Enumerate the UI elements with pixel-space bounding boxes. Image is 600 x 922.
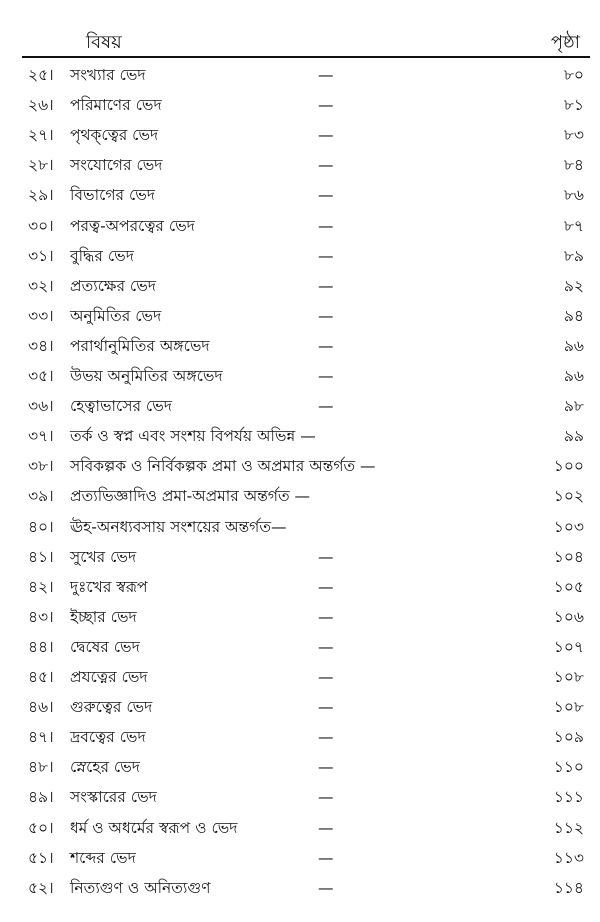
- entry-title: উভয় অনুমিতির অঙ্গভেদ: [70, 367, 223, 385]
- entry-dash: —: [318, 66, 334, 84]
- entry-number: ৪২।: [28, 577, 54, 596]
- entry-number: ৪৮।: [28, 758, 54, 777]
- toc-entry: [0, 331, 600, 361]
- toc-entry: [0, 692, 600, 722]
- entry-page-number: ১১৩: [553, 848, 584, 867]
- entry-page-number: ৮০: [563, 66, 584, 84]
- entry-page-number: ১০০: [553, 457, 584, 476]
- entry-number: ২৫।: [28, 66, 54, 84]
- entry-title: সংস্কারের ভেদ: [70, 788, 157, 807]
- entry-title: হেত্বাভাসের ভেদ: [70, 397, 172, 416]
- toc-header: [22, 24, 588, 58]
- entry-number: ৪৫।: [28, 668, 54, 686]
- toc-entry: [0, 752, 600, 782]
- entry-number: ৪৩।: [28, 607, 54, 626]
- toc-entry: [0, 60, 600, 90]
- header-rule: [22, 56, 590, 58]
- entry-number: ২৮।: [28, 156, 54, 175]
- entry-title: পরিমাণের ভেদ: [70, 96, 162, 115]
- entry-number: ৪৭।: [28, 728, 54, 747]
- entry-number: ৩৫।: [28, 367, 54, 385]
- entry-page-number: ৯৮: [563, 397, 584, 416]
- toc-entry: [0, 301, 600, 331]
- subject-heading: বিষয়: [86, 32, 122, 53]
- entry-page-number: ৮৭: [563, 216, 584, 235]
- entry-page-number: ৮৯: [563, 246, 584, 265]
- page-heading: পৃষ্ঠা: [550, 32, 580, 53]
- entry-page-number: ১০৩: [553, 517, 584, 536]
- entry-page-number: ৯৯: [563, 427, 584, 446]
- entry-title: দ্রবত্বের ভেদ: [70, 728, 146, 747]
- toc-entry: [0, 873, 600, 903]
- entry-title: বিভাগের ভেদ: [70, 186, 155, 205]
- entry-title: প্রত্যক্ষের ভেদ: [70, 276, 156, 295]
- entry-page-number: ৯৬: [563, 367, 584, 385]
- entry-dash: —: [318, 306, 334, 325]
- entry-number: ৪০।: [28, 517, 54, 536]
- entry-number: ২৭।: [28, 126, 54, 145]
- entry-title: অনুমিতির ভেদ: [70, 306, 162, 325]
- entry-dash: —: [318, 577, 334, 596]
- entry-dash: —: [318, 547, 334, 566]
- entry-title: স্নেহের ভেদ: [70, 758, 140, 777]
- entry-number: ৩৬।: [28, 397, 54, 416]
- entry-title: পরার্থানুমিতির অঙ্গভেদ: [70, 336, 210, 355]
- entry-number: ৪৯।: [28, 788, 54, 807]
- toc-entry: [0, 180, 600, 210]
- entry-number: ৫০।: [28, 818, 54, 837]
- entry-page-number: ১০৬: [553, 607, 584, 626]
- entry-dash: —: [318, 216, 334, 235]
- entry-page-number: ৮৩: [563, 126, 584, 145]
- entry-title: তর্ক ও স্বপ্ন এবং সংশয় বিপর্যয় অভিন্ন —: [70, 427, 316, 446]
- toc-entry: [0, 361, 600, 391]
- entry-dash: —: [318, 336, 334, 355]
- entry-number: ৫২।: [28, 878, 54, 897]
- entry-page-number: ৯৪: [563, 306, 584, 325]
- entry-page-number: ১১০: [553, 758, 584, 777]
- toc-entry: [0, 451, 600, 481]
- toc-entry: [0, 211, 600, 241]
- entry-number: ২৬।: [28, 96, 54, 115]
- entry-dash: —: [318, 728, 334, 747]
- entry-page-number: ১০৮: [553, 668, 584, 686]
- toc-entry: [0, 662, 600, 692]
- toc-entry: [0, 120, 600, 150]
- entry-title: ঊহ-অনধ্যবসায় সংশয়ের অন্তর্গত—: [70, 517, 287, 536]
- toc-entry: [0, 813, 600, 843]
- toc-entry: [0, 542, 600, 572]
- entry-title: প্রত্যভিজ্ঞাদিও প্রমা-অপ্রমার অন্তর্গত —: [70, 487, 311, 506]
- entry-page-number: ১০৫: [553, 577, 584, 596]
- entry-title: নিত্যগুণ ও অনিত্যগুণ: [70, 878, 211, 897]
- entry-title: ধর্ম ও অধর্মের স্বরূপ ও ভেদ: [70, 818, 238, 837]
- entry-title: ইচ্ছার ভেদ: [70, 607, 137, 626]
- entry-number: ৩৭।: [28, 427, 54, 446]
- entry-number: ৩১।: [28, 246, 54, 265]
- toc-entry: [0, 241, 600, 271]
- entry-dash: —: [318, 818, 334, 837]
- entry-page-number: ১০৯: [553, 728, 584, 747]
- toc-entry: [0, 271, 600, 301]
- entry-number: ৪১।: [28, 547, 54, 566]
- entry-title: সংযোগের ভেদ: [70, 156, 163, 175]
- entry-dash: —: [318, 668, 334, 686]
- entry-page-number: ৮১: [563, 96, 584, 115]
- toc-entry: [0, 421, 600, 451]
- toc-entry: [0, 782, 600, 812]
- toc-entry: [0, 512, 600, 542]
- entry-number: ২৯।: [28, 186, 54, 205]
- entry-dash: —: [318, 848, 334, 867]
- entry-dash: —: [318, 758, 334, 777]
- toc-entry: [0, 391, 600, 421]
- entry-title: পরত্ব-অপরত্বের ভেদ: [70, 216, 195, 235]
- entry-dash: —: [318, 607, 334, 626]
- entry-title: বুদ্ধির ভেদ: [70, 246, 134, 265]
- entry-number: ৪৪।: [28, 637, 54, 656]
- entry-title: সংখ্যার ভেদ: [70, 66, 146, 84]
- entry-dash: —: [318, 788, 334, 807]
- entry-dash: —: [318, 246, 334, 265]
- entry-number: ৩০।: [28, 216, 54, 235]
- entry-dash: —: [318, 96, 334, 115]
- entry-title: পৃথক্‌ত্বের ভেদ: [70, 126, 159, 145]
- toc-entry: [0, 632, 600, 662]
- entry-number: ৩২।: [28, 276, 54, 295]
- entry-title: প্রযত্নের ভেদ: [70, 668, 148, 686]
- toc-entry: [0, 150, 600, 180]
- entry-number: ৩৯।: [28, 487, 54, 506]
- entry-page-number: ১০৭: [553, 637, 584, 656]
- entry-page-number: ১১৪: [553, 878, 584, 897]
- entry-dash: —: [318, 878, 334, 897]
- entry-page-number: ১১২: [553, 818, 584, 837]
- toc-entry: [0, 481, 600, 511]
- toc-entry: [0, 722, 600, 752]
- entry-number: ৩৩।: [28, 306, 54, 325]
- entry-title: গুরুত্বের ভেদ: [70, 698, 153, 717]
- entry-title: দুঃখের স্বরূপ: [70, 577, 148, 596]
- entry-title: দ্বেষের ভেদ: [70, 637, 140, 656]
- entry-page-number: ১০৪: [553, 547, 584, 566]
- entry-dash: —: [318, 397, 334, 416]
- entry-title: সুখের ভেদ: [70, 547, 137, 566]
- entry-page-number: ৯৬: [563, 336, 584, 355]
- entry-dash: —: [318, 637, 334, 656]
- entry-page-number: ৮৬: [563, 186, 584, 205]
- entry-title: সবিকল্পক ও নির্বিকল্পক প্রমা ও অপ্রমার অন্তর্গত —: [70, 457, 376, 476]
- entry-number: ৩৪।: [28, 336, 54, 355]
- entry-dash: —: [318, 126, 334, 145]
- toc-entry: [0, 602, 600, 632]
- entry-dash: —: [318, 367, 334, 385]
- entry-dash: —: [318, 276, 334, 295]
- entry-page-number: ১১১: [553, 788, 584, 807]
- entry-page-number: ৯২: [563, 276, 584, 295]
- toc-entry: [0, 843, 600, 873]
- toc-entry: [0, 572, 600, 602]
- entry-title: শব্দের ভেদ: [70, 848, 136, 867]
- entry-dash: —: [318, 698, 334, 717]
- entry-number: ৩৮।: [28, 457, 54, 476]
- entry-dash: —: [318, 186, 334, 205]
- entry-page-number: ১০৮: [553, 698, 584, 717]
- entry-number: ৫১।: [28, 848, 54, 867]
- entry-number: ৪৬।: [28, 698, 54, 717]
- entry-page-number: ৮৪: [563, 156, 584, 175]
- entry-dash: —: [318, 156, 334, 175]
- toc-entry: [0, 90, 600, 120]
- entry-page-number: ১০২: [553, 487, 584, 506]
